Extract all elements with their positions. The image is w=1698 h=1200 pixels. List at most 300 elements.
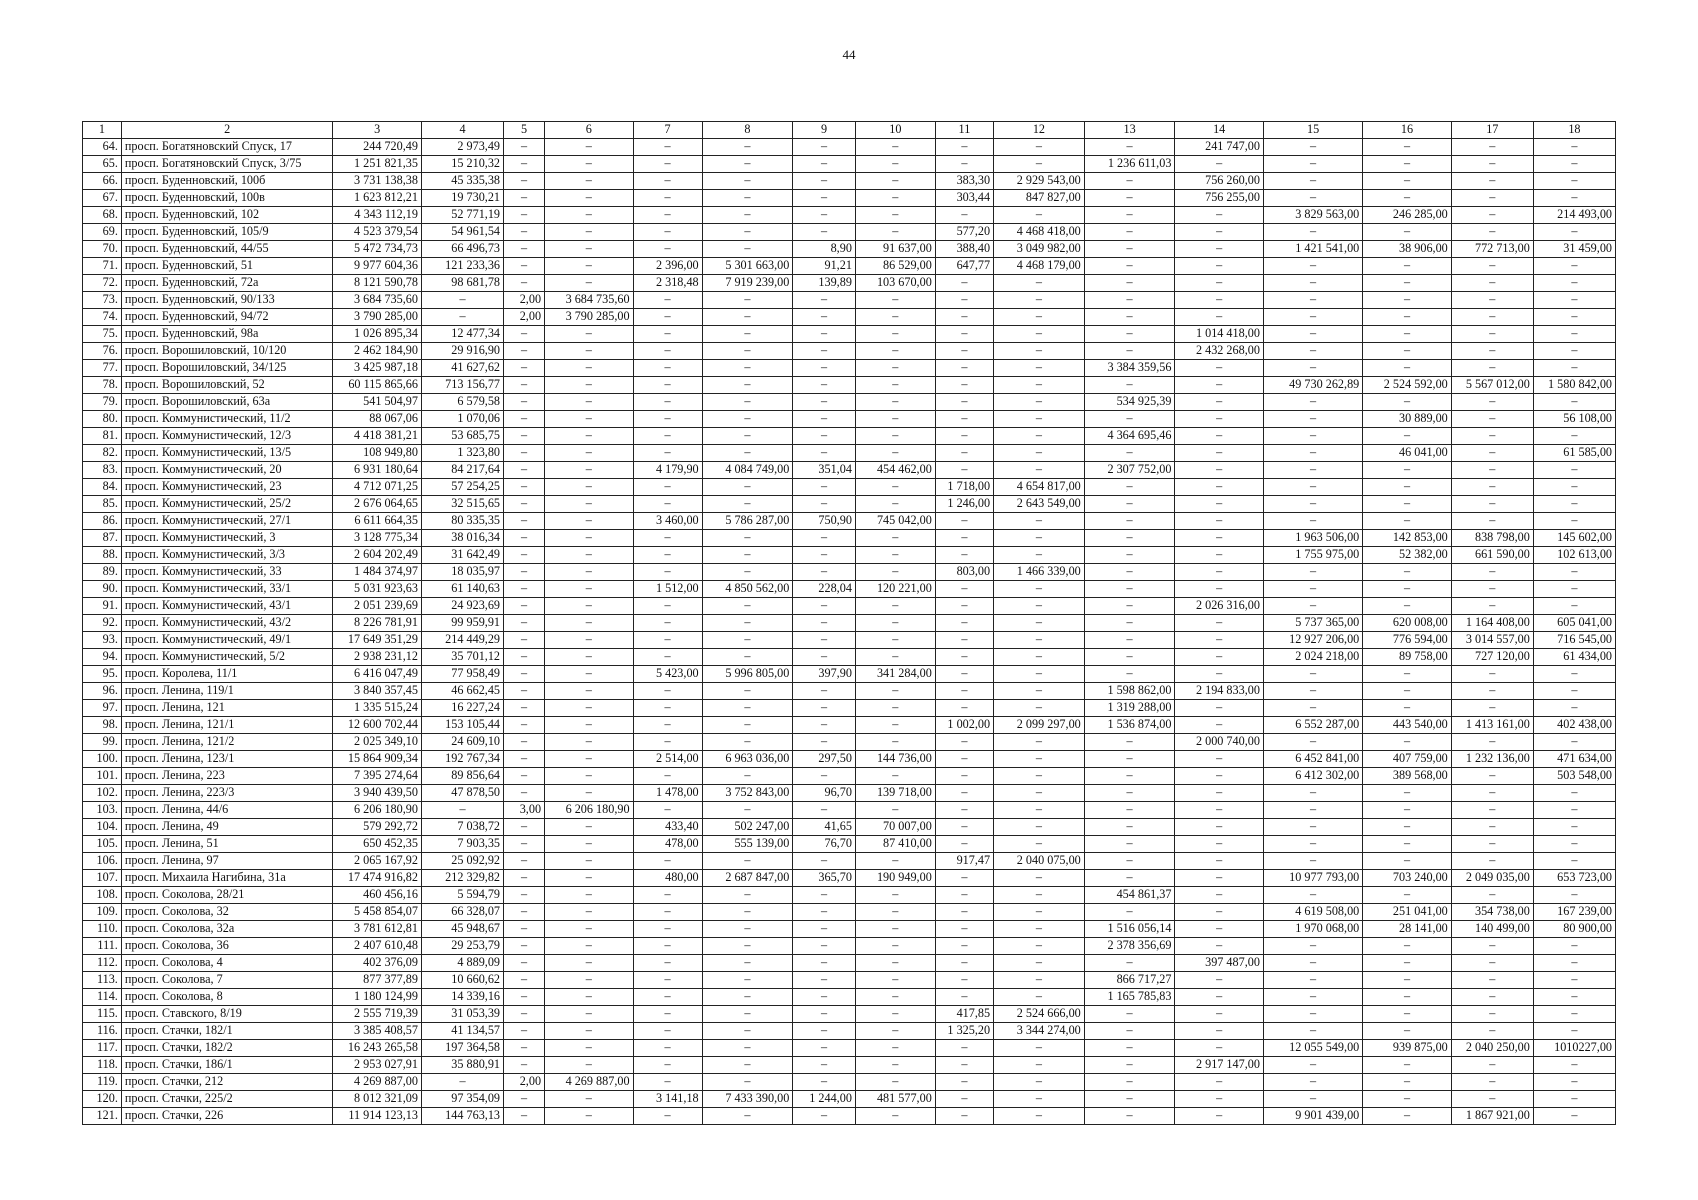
value-cell: 251 041,00	[1363, 904, 1452, 921]
value-cell: –	[793, 683, 856, 700]
address-cell: просп. Ворошиловский, 52	[121, 377, 333, 394]
value-cell: 228,04	[793, 581, 856, 598]
value-cell: –	[633, 1057, 702, 1074]
value-cell: 61 585,00	[1533, 445, 1615, 462]
value-cell: –	[994, 139, 1085, 156]
value-cell: 61 434,00	[1533, 649, 1615, 666]
value-cell: 214 493,00	[1533, 207, 1615, 224]
value-cell: –	[1084, 530, 1175, 547]
value-cell: –	[702, 615, 793, 632]
value-cell: –	[1363, 275, 1452, 292]
value-cell: 41,65	[793, 819, 856, 836]
value-cell: –	[1533, 479, 1615, 496]
value-cell: –	[1451, 734, 1533, 751]
value-cell: –	[1263, 819, 1362, 836]
address-cell: просп. Стачки, 182/1	[121, 1023, 333, 1040]
value-cell: –	[545, 700, 634, 717]
value-cell: 1 070,06	[421, 411, 503, 428]
value-cell: 2,00	[504, 1074, 545, 1091]
value-cell: –	[793, 207, 856, 224]
value-cell: –	[545, 972, 634, 989]
value-cell: –	[1263, 292, 1362, 309]
value-cell: –	[1451, 564, 1533, 581]
value-cell: –	[1084, 292, 1175, 309]
value-cell: 4 523 379,54	[333, 224, 422, 241]
value-cell: –	[1175, 1108, 1264, 1125]
value-cell: 460 456,16	[333, 887, 422, 904]
value-cell: –	[994, 836, 1085, 853]
value-cell: –	[702, 802, 793, 819]
value-cell: 605 041,00	[1533, 615, 1615, 632]
value-cell: –	[855, 989, 935, 1006]
table-row	[83, 258, 1616, 275]
table-row	[83, 1057, 1616, 1074]
value-cell: 1 516 056,14	[1084, 921, 1175, 938]
table-row	[83, 717, 1616, 734]
row-number: 109.	[83, 904, 122, 921]
value-cell: –	[545, 734, 634, 751]
column-header: 5	[504, 122, 545, 139]
value-cell: –	[545, 751, 634, 768]
value-cell: –	[793, 904, 856, 921]
value-cell: –	[504, 343, 545, 360]
value-cell: –	[1533, 887, 1615, 904]
value-cell: –	[1263, 479, 1362, 496]
value-cell: –	[633, 921, 702, 938]
value-cell: –	[545, 377, 634, 394]
value-cell: –	[1084, 1023, 1175, 1040]
value-cell: –	[1175, 258, 1264, 275]
value-cell: –	[545, 479, 634, 496]
value-cell: 653 723,00	[1533, 870, 1615, 887]
value-cell: 24 609,10	[421, 734, 503, 751]
value-cell: –	[935, 156, 993, 173]
value-cell: –	[793, 343, 856, 360]
value-cell: 2 000 740,00	[1175, 734, 1264, 751]
value-cell: 1 598 862,00	[1084, 683, 1175, 700]
value-cell: 1 164 408,00	[1451, 615, 1533, 632]
value-cell: –	[1084, 207, 1175, 224]
value-cell: 1 421 541,00	[1263, 241, 1362, 258]
value-cell: –	[633, 530, 702, 547]
value-cell: –	[504, 394, 545, 411]
row-number: 84.	[83, 479, 122, 496]
address-cell: просп. Соколова, 4	[121, 955, 333, 972]
value-cell: –	[935, 139, 993, 156]
value-cell: –	[545, 275, 634, 292]
value-cell: –	[545, 1023, 634, 1040]
table-row	[83, 734, 1616, 751]
value-cell: –	[1363, 887, 1452, 904]
value-cell: 2 396,00	[633, 258, 702, 275]
value-cell: 77 958,49	[421, 666, 503, 683]
value-cell: –	[1175, 768, 1264, 785]
value-cell: –	[504, 904, 545, 921]
value-cell: –	[1084, 1006, 1175, 1023]
value-cell: –	[994, 649, 1085, 666]
value-cell: –	[1263, 598, 1362, 615]
value-cell: –	[935, 683, 993, 700]
table-row	[83, 479, 1616, 496]
table-row	[83, 309, 1616, 326]
value-cell: –	[1263, 1023, 1362, 1040]
value-cell: 297,50	[793, 751, 856, 768]
address-cell: просп. Буденновский, 51	[121, 258, 333, 275]
value-cell: –	[504, 207, 545, 224]
address-cell: просп. Соколова, 8	[121, 989, 333, 1006]
value-cell: 2 040 075,00	[994, 853, 1085, 870]
value-cell: 481 577,00	[855, 1091, 935, 1108]
value-cell: –	[633, 700, 702, 717]
value-cell: –	[935, 445, 993, 462]
column-header: 15	[1263, 122, 1362, 139]
value-cell: –	[1451, 258, 1533, 275]
value-cell: –	[1451, 156, 1533, 173]
value-cell: 579 292,72	[333, 819, 422, 836]
table-row	[83, 955, 1616, 972]
address-cell: просп. Богатяновский Спуск, 3/75	[121, 156, 333, 173]
row-number: 77.	[83, 360, 122, 377]
value-cell: 877 377,89	[333, 972, 422, 989]
row-number: 107.	[83, 870, 122, 887]
value-cell: –	[855, 904, 935, 921]
value-cell: –	[545, 496, 634, 513]
table-row	[83, 547, 1616, 564]
value-cell: –	[793, 530, 856, 547]
column-header: 13	[1084, 122, 1175, 139]
value-cell: –	[1363, 972, 1452, 989]
value-cell: –	[1451, 1057, 1533, 1074]
address-cell: просп. Буденновский, 102	[121, 207, 333, 224]
value-cell: 98 681,78	[421, 275, 503, 292]
value-cell: –	[935, 326, 993, 343]
value-cell: –	[1451, 292, 1533, 309]
column-header: 17	[1451, 122, 1533, 139]
value-cell: –	[545, 1091, 634, 1108]
value-cell: 4 468 179,00	[994, 258, 1085, 275]
value-cell: –	[702, 938, 793, 955]
value-cell: 4 619 508,00	[1263, 904, 1362, 921]
value-cell: –	[504, 683, 545, 700]
value-cell: –	[702, 156, 793, 173]
value-cell: –	[1175, 938, 1264, 955]
value-cell: –	[1533, 275, 1615, 292]
value-cell: 866 717,27	[1084, 972, 1175, 989]
value-cell: –	[793, 598, 856, 615]
value-cell: –	[545, 411, 634, 428]
value-cell: –	[633, 224, 702, 241]
value-cell: –	[545, 207, 634, 224]
value-cell: –	[1175, 870, 1264, 887]
value-cell: 2 929 543,00	[994, 173, 1085, 190]
value-cell: –	[633, 156, 702, 173]
value-cell: –	[1084, 224, 1175, 241]
value-cell: 3 141,18	[633, 1091, 702, 1108]
value-cell: 140 499,00	[1451, 921, 1533, 938]
value-cell: –	[504, 989, 545, 1006]
value-cell: –	[994, 768, 1085, 785]
value-cell: 4 269 887,00	[545, 1074, 634, 1091]
value-cell: –	[633, 887, 702, 904]
value-cell: –	[1263, 139, 1362, 156]
value-cell: –	[702, 428, 793, 445]
value-cell: 8,90	[793, 241, 856, 258]
address-cell: просп. Буденновский, 105/9	[121, 224, 333, 241]
value-cell: –	[702, 1023, 793, 1040]
value-cell: –	[855, 1023, 935, 1040]
value-cell: 3 425 987,18	[333, 360, 422, 377]
row-number: 111.	[83, 938, 122, 955]
value-cell: 577,20	[935, 224, 993, 241]
value-cell: –	[1263, 972, 1362, 989]
value-cell: 241 747,00	[1175, 139, 1264, 156]
value-cell: 3 829 563,00	[1263, 207, 1362, 224]
value-cell: 31 459,00	[1533, 241, 1615, 258]
value-cell: –	[994, 904, 1085, 921]
value-cell: –	[1175, 156, 1264, 173]
value-cell: 35 880,91	[421, 1057, 503, 1074]
column-header: 14	[1175, 122, 1264, 139]
value-cell: 4 418 381,21	[333, 428, 422, 445]
value-cell: 3 344 274,00	[994, 1023, 1085, 1040]
value-cell: –	[545, 564, 634, 581]
value-cell: –	[545, 190, 634, 207]
value-cell: –	[1263, 955, 1362, 972]
value-cell: –	[793, 802, 856, 819]
value-cell: –	[1084, 904, 1175, 921]
value-cell: 7 395 274,64	[333, 768, 422, 785]
value-cell: –	[855, 649, 935, 666]
row-number: 115.	[83, 1006, 122, 1023]
value-cell: –	[1175, 1006, 1264, 1023]
value-cell: –	[1451, 836, 1533, 853]
value-cell: –	[1084, 513, 1175, 530]
address-cell: просп. Коммунистический, 43/2	[121, 615, 333, 632]
table-row	[83, 496, 1616, 513]
value-cell: –	[504, 1108, 545, 1125]
value-cell: –	[545, 513, 634, 530]
value-cell: –	[1263, 394, 1362, 411]
value-cell: –	[1084, 768, 1175, 785]
value-cell: –	[1175, 1023, 1264, 1040]
value-cell: –	[855, 632, 935, 649]
address-cell: просп. Стачки, 182/2	[121, 1040, 333, 1057]
value-cell: –	[1175, 564, 1264, 581]
value-cell: –	[1084, 258, 1175, 275]
value-cell: –	[935, 938, 993, 955]
value-cell: –	[545, 853, 634, 870]
value-cell: –	[1175, 819, 1264, 836]
value-cell: –	[1363, 785, 1452, 802]
value-cell: –	[1084, 1040, 1175, 1057]
value-cell: 8 012 321,09	[333, 1091, 422, 1108]
value-cell: –	[935, 632, 993, 649]
value-cell: 1 232 136,00	[1451, 751, 1533, 768]
value-cell: –	[504, 887, 545, 904]
value-cell: –	[935, 870, 993, 887]
value-cell: –	[545, 462, 634, 479]
value-cell: –	[633, 377, 702, 394]
value-cell: 244 720,49	[333, 139, 422, 156]
value-cell: –	[545, 768, 634, 785]
value-cell: –	[702, 496, 793, 513]
table-row	[83, 564, 1616, 581]
value-cell: –	[994, 785, 1085, 802]
value-cell: –	[545, 428, 634, 445]
value-cell: 17 649 351,29	[333, 632, 422, 649]
value-cell: –	[1263, 666, 1362, 683]
value-cell: –	[1263, 462, 1362, 479]
value-cell: –	[633, 734, 702, 751]
value-cell: 12 477,34	[421, 326, 503, 343]
value-cell: 2 432 268,00	[1175, 343, 1264, 360]
value-cell: –	[1263, 1074, 1362, 1091]
value-cell: –	[1451, 666, 1533, 683]
value-cell: –	[1363, 564, 1452, 581]
value-cell: 5 031 923,63	[333, 581, 422, 598]
value-cell: –	[1363, 428, 1452, 445]
value-cell: –	[702, 768, 793, 785]
value-cell: –	[545, 445, 634, 462]
value-cell: 1 536 874,00	[1084, 717, 1175, 734]
table-row	[83, 190, 1616, 207]
value-cell: –	[855, 479, 935, 496]
value-cell: –	[1084, 751, 1175, 768]
value-cell: 66 328,07	[421, 904, 503, 921]
value-cell: 407 759,00	[1363, 751, 1452, 768]
value-cell: 9 901 439,00	[1263, 1108, 1362, 1125]
value-cell: –	[994, 870, 1085, 887]
value-cell: 99 959,91	[421, 615, 503, 632]
value-cell: –	[504, 1091, 545, 1108]
value-cell: –	[793, 309, 856, 326]
value-cell: 5 458 854,07	[333, 904, 422, 921]
value-cell: –	[504, 972, 545, 989]
value-cell: –	[545, 326, 634, 343]
row-number: 100.	[83, 751, 122, 768]
value-cell: –	[1363, 1091, 1452, 1108]
value-cell: –	[855, 615, 935, 632]
address-cell: просп. Ворошиловский, 34/125	[121, 360, 333, 377]
value-cell: –	[855, 360, 935, 377]
value-cell: –	[633, 496, 702, 513]
value-cell: –	[633, 615, 702, 632]
value-cell: 4 343 112,19	[333, 207, 422, 224]
value-cell: –	[1451, 309, 1533, 326]
value-cell: 650 452,35	[333, 836, 422, 853]
value-cell: –	[994, 666, 1085, 683]
value-cell: 4 468 418,00	[994, 224, 1085, 241]
value-cell: –	[994, 394, 1085, 411]
value-cell: –	[1263, 938, 1362, 955]
value-cell: 5 423,00	[633, 666, 702, 683]
row-number: 73.	[83, 292, 122, 309]
value-cell: –	[1084, 1074, 1175, 1091]
value-cell: 341 284,00	[855, 666, 935, 683]
value-cell: –	[855, 1006, 935, 1023]
value-cell: –	[935, 921, 993, 938]
address-cell: просп. Ворошиловский, 63а	[121, 394, 333, 411]
value-cell: 153 105,44	[421, 717, 503, 734]
value-cell: –	[994, 802, 1085, 819]
value-cell: –	[504, 785, 545, 802]
value-cell: 28 141,00	[1363, 921, 1452, 938]
value-cell: –	[793, 938, 856, 955]
value-cell: –	[1175, 1091, 1264, 1108]
value-cell: –	[702, 411, 793, 428]
value-cell: –	[1363, 258, 1452, 275]
value-cell: –	[935, 411, 993, 428]
table-row	[83, 615, 1616, 632]
value-cell: –	[1175, 989, 1264, 1006]
table-row	[83, 632, 1616, 649]
value-cell: –	[1451, 445, 1533, 462]
address-cell: просп. Соколова, 36	[121, 938, 333, 955]
value-cell: –	[1533, 819, 1615, 836]
value-cell: –	[994, 598, 1085, 615]
value-cell: 45 948,67	[421, 921, 503, 938]
value-cell: –	[1533, 360, 1615, 377]
row-number: 80.	[83, 411, 122, 428]
value-cell: –	[702, 955, 793, 972]
table-row	[83, 173, 1616, 190]
table-row	[83, 989, 1616, 1006]
value-cell: –	[1084, 819, 1175, 836]
address-cell: просп. Стачки, 186/1	[121, 1057, 333, 1074]
value-cell: 1 026 895,34	[333, 326, 422, 343]
value-cell: –	[702, 360, 793, 377]
value-cell: –	[793, 955, 856, 972]
value-cell: 89 758,00	[1363, 649, 1452, 666]
value-cell: –	[855, 564, 935, 581]
address-cell: просп. Ленина, 51	[121, 836, 333, 853]
value-cell: 29 253,79	[421, 938, 503, 955]
value-cell: –	[793, 326, 856, 343]
value-cell: –	[1084, 836, 1175, 853]
value-cell: 8 226 781,91	[333, 615, 422, 632]
value-cell: –	[793, 734, 856, 751]
value-cell: –	[935, 734, 993, 751]
value-cell: –	[545, 241, 634, 258]
table-row	[83, 836, 1616, 853]
row-number: 88.	[83, 547, 122, 564]
value-cell: –	[545, 224, 634, 241]
table-row	[83, 343, 1616, 360]
value-cell: –	[702, 139, 793, 156]
value-cell: –	[1263, 513, 1362, 530]
value-cell: –	[793, 989, 856, 1006]
value-cell: –	[633, 683, 702, 700]
value-cell: –	[633, 360, 702, 377]
value-cell: 4 084 749,00	[702, 462, 793, 479]
value-cell: –	[545, 938, 634, 955]
value-cell: 12 055 549,00	[1263, 1040, 1362, 1057]
address-cell: просп. Буденновский, 100в	[121, 190, 333, 207]
value-cell: 6 416 047,49	[333, 666, 422, 683]
value-cell: –	[1263, 734, 1362, 751]
value-cell: –	[1263, 326, 1362, 343]
address-cell: просп. Коммунистический, 11/2	[121, 411, 333, 428]
address-cell: просп. Буденновский, 94/72	[121, 309, 333, 326]
row-number: 112.	[83, 955, 122, 972]
value-cell: 3 049 982,00	[994, 241, 1085, 258]
row-number: 85.	[83, 496, 122, 513]
value-cell: –	[1451, 887, 1533, 904]
value-cell: –	[1533, 1057, 1615, 1074]
value-cell: –	[935, 1074, 993, 1091]
table-row	[83, 853, 1616, 870]
value-cell: 103 670,00	[855, 275, 935, 292]
